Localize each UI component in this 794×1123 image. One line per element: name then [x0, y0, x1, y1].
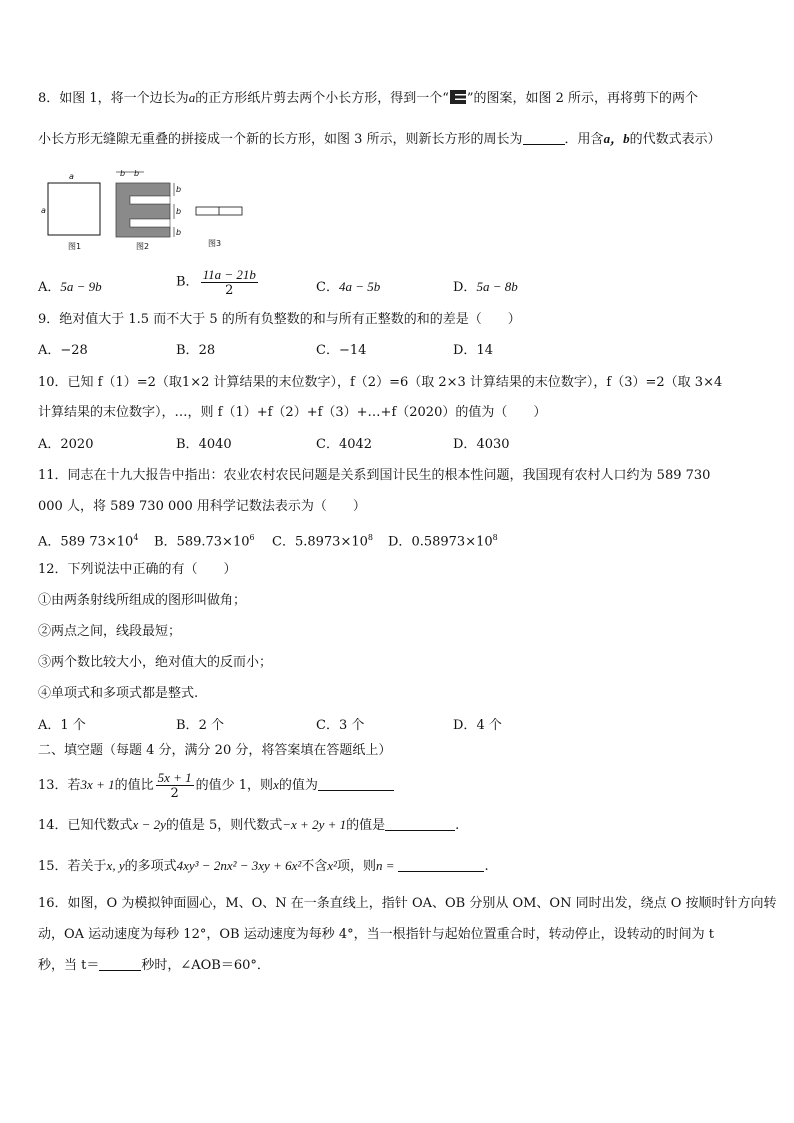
fig2-b-right-1: b [176, 185, 182, 194]
q15-n: n = [375, 858, 395, 873]
q11-line1: 11．同志在十九大报告中指出：农业农村农民问题是关系到国计民生的根本性问题，我国现有农村人口约为 589 730 [38, 468, 711, 483]
q11-option-c[interactable]: C．$5.8973\times 10^8$ [272, 533, 373, 550]
q13-text-2: 的值比 [114, 778, 154, 793]
q13-var: x [273, 777, 279, 792]
q10-line2: 计算结果的末位数字），…，则 f（1）+f（2）+f（3）+…+f（2020）的值为（ ） [38, 405, 547, 420]
q8-option-a[interactable]: A．5a − 9b [38, 279, 102, 295]
q16-line1: 16．如图，O 为模拟钟面圆心，M、O、N 在一条直线上，指针 OA、OB 分别从 OM、ON 同时出发，绕点 O 按顺时针方向转 [38, 896, 777, 911]
q14-line [38, 816, 459, 835]
q9-options [38, 342, 758, 360]
section-2-heading: 二、填空题（每题 4 分，满分 20 分，将答案填在答题纸上） [38, 743, 392, 758]
q12-item-4: ④单项式和多项式都是整式. [38, 686, 199, 701]
fig2-b-right-2: b [176, 207, 182, 216]
q16-text-2: 秒时，∠AOB＝60°． [141, 958, 270, 973]
fig2-caption: 图2 [136, 242, 150, 251]
figure-1 [41, 172, 100, 251]
q15-answer-blank[interactable] [398, 858, 484, 872]
q10-line1: 10．已知 f（1）=2（取1×2 计算结果的末位数字），f（2）=6（取 2×3 计算结果的末位数字），f（3）=2（取 3×4 [38, 375, 723, 390]
q15-term: x² [327, 858, 337, 873]
q12-item-3: ③两个数比较大小，绝对值大的反而小； [38, 655, 273, 670]
q10-option-a[interactable]: A．2020 [38, 437, 94, 452]
q16-answer-blank[interactable] [99, 957, 141, 971]
fig1-caption: 图1 [68, 242, 82, 251]
q12-stem: 12．下列说法中正确的有（ ） [38, 562, 237, 577]
q14-expr-2: −x + 2y + 1 [282, 817, 347, 832]
fig1-side-label-left: a [41, 206, 46, 215]
q12-option-d[interactable]: D．4 个 [453, 718, 502, 733]
q14-text-1: 14．已知代数式 [38, 818, 133, 833]
q10-option-b[interactable]: B．4040 [176, 437, 232, 452]
q14-text-4: . [455, 818, 460, 833]
q10-option-c[interactable]: C．4042 [316, 437, 373, 452]
q8-option-d[interactable]: D．5a − 8b [453, 279, 518, 295]
q8-options [38, 267, 758, 303]
q8-option-b[interactable]: B． $\frac{11a - 21b}{2}$ [176, 267, 256, 298]
q10-options [38, 436, 758, 454]
q12-option-a[interactable]: A．1 个 [38, 718, 86, 733]
q8-vars: a，b [603, 131, 630, 146]
figure-3 [196, 207, 242, 248]
q11-options [38, 529, 758, 550]
q10-option-d[interactable]: D．4030 [453, 437, 510, 452]
q8-text-5: ．用含 [564, 132, 604, 147]
q11-option-d[interactable]: D．$0.58973\times 10^8$ [388, 533, 498, 550]
q16-text-1: 秒，当 t＝ [38, 958, 100, 973]
q15-text-3: 不含 [301, 859, 328, 874]
q9-option-b[interactable]: B．28 [176, 343, 216, 358]
q15-text-4: 项，则 [336, 859, 376, 874]
q11-option-a[interactable]: A．589 $73\times 10^4$ [38, 533, 139, 550]
q15-text-5: . [484, 859, 489, 874]
q14-expr-1: x − 2y [132, 817, 166, 832]
q12-item-1: ①由两条射线所组成的图形叫做角； [38, 593, 247, 608]
q13-expr: 3x + 1 [80, 777, 115, 792]
q8-answer-blank[interactable] [523, 131, 565, 145]
q15-line [38, 857, 489, 876]
q11-line2: 000 人，将 589 730 000 用科学记数法表示为（ ） [38, 499, 366, 514]
fig2-b-right-3: b [176, 228, 182, 237]
q13-text-4: 的值为 [278, 778, 318, 793]
q9-stem: 9．绝对值大于 1.5 而不大于 5 的所有负整数的和与所有正整数的和的差是（ ） [38, 312, 521, 327]
q13-answer-blank[interactable] [318, 777, 394, 791]
q8-text-6: 的代数式表示） [629, 132, 721, 147]
q8-text-2: 的正方形纸片剪去两个小长方形，得到一个“ [195, 91, 449, 106]
q9-option-a[interactable]: A．−28 [38, 343, 88, 358]
figure-2 [116, 169, 181, 251]
q8-line2 [38, 130, 721, 149]
q8-figure [38, 166, 258, 256]
e-shape-icon [449, 89, 467, 105]
q13-text-1: 13．若 [38, 778, 81, 793]
q8-text-3: ”的图案，如图 2 所示，再将剪下的两个 [466, 91, 699, 106]
q15-polynomial: 4xy³ − 2nx² − 3xy + 6x² [176, 858, 302, 873]
fig1-side-label-top: a [69, 172, 74, 181]
q9-option-d[interactable]: D．14 [453, 343, 493, 358]
fig2-b-top-2: b [134, 169, 140, 178]
q8-line1 [38, 89, 698, 108]
q14-text-3: 的值是 [346, 818, 386, 833]
q16-line2: 动，OA 运动速度为每秒 12°，OB 运动速度为每秒 4°，当一根指针与起始位置重合时，转动停止，设转动的时间为 t [38, 927, 714, 942]
q14-answer-blank[interactable] [385, 817, 455, 831]
q11-option-b[interactable]: B．$589.73\times 10^6$ [154, 533, 255, 550]
q8-var-a: a [188, 90, 196, 105]
q13-text-3: 的值少 1，则 [195, 778, 274, 793]
q8-text-1: 8．如图 1，将一个边长为 [38, 91, 189, 106]
q16-line3 [38, 957, 270, 975]
fig2-e-shape [116, 183, 170, 237]
q12-item-2: ②两点之间，线段最短； [38, 624, 182, 639]
q8-text-4: 小长方形无缝隙无重叠的拼接成一个新的长方形，如图 3 所示，则新长方形的周长为 [38, 132, 523, 147]
q12-option-c[interactable]: C．3 个 [316, 718, 365, 733]
q12-options [38, 717, 758, 735]
q13-line [38, 770, 394, 800]
q8-option-c[interactable]: C．4a − 5b [316, 279, 381, 295]
q15-text-2: 的多项式 [124, 859, 177, 874]
fig2-b-top-1: b [120, 169, 126, 178]
fig3-caption: 图3 [208, 239, 222, 248]
q14-text-2: 的值是 5，则代数式 [165, 818, 283, 833]
q15-text-1: 15．若关于 [38, 859, 107, 874]
fig1-square [48, 183, 100, 235]
q15-vars: x, y [106, 858, 125, 873]
q12-option-b[interactable]: B．2 个 [176, 718, 224, 733]
q9-option-c[interactable]: C．−14 [316, 343, 367, 358]
q13-fraction: $\frac{5x + 1}{2}$ [157, 770, 192, 801]
